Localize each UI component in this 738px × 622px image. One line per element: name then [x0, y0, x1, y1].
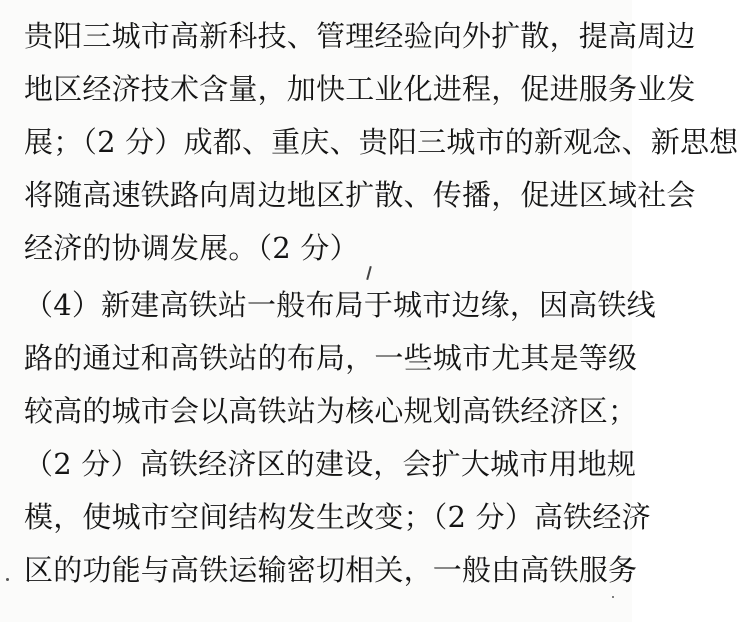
text-line-11: 区的功能与高铁运输密切相关，一般由高铁服务: [24, 553, 638, 587]
text-line-10: 模，使城市空间结构发生改变；（2 分）高铁经济: [24, 500, 651, 534]
text-line-3: 展；（2 分）成都、重庆、贵阳三城市的新观念、新思想: [24, 125, 738, 159]
text-line-2: 地区经济技术含量，加快工业化进程，促进服务业发: [24, 72, 696, 106]
text-line-8: 较高的城市会以高铁站为核心规划高铁经济区；: [24, 394, 638, 428]
scan-speck: [612, 596, 614, 598]
scan-speck: [6, 578, 9, 581]
answer-text-block: [24, 10, 738, 597]
text-line-7: 路的通过和高铁站的布局，一些城市尤其是等级: [24, 341, 638, 375]
text-line-1: 贵阳三城市高新科技、管理经验向外扩散，提高周边: [24, 19, 696, 53]
text-line-9: （2 分）高铁经济区的建设，会扩大城市用地规: [24, 447, 637, 481]
text-line-4: 将随高速铁路向周边地区扩散、传播，促进区域社会: [24, 178, 696, 212]
text-line-6: （4）新建高铁站一般布局于城市边缘，因高铁线: [24, 288, 656, 322]
text-line-5: 经济的协调发展。（2 分）: [24, 231, 359, 265]
